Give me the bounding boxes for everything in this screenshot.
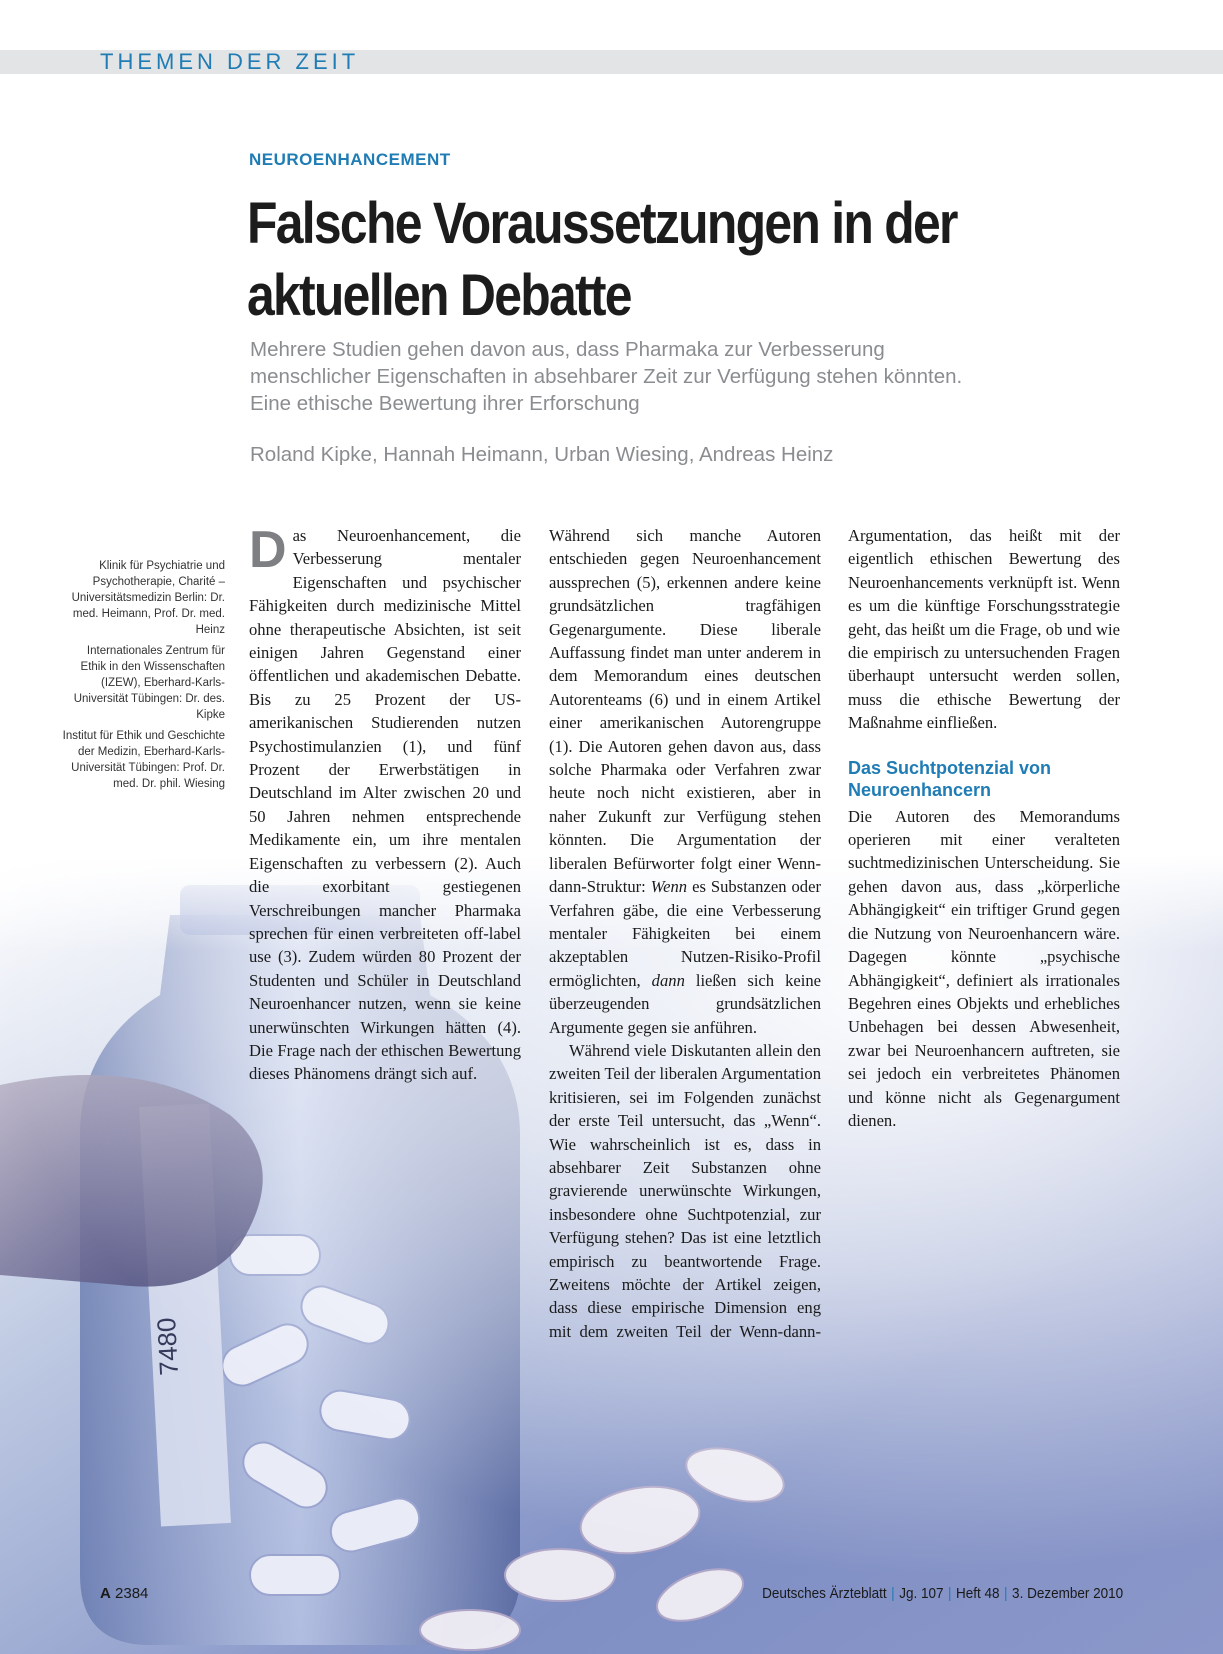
page-number-value: 2384 (115, 1585, 149, 1602)
emphasis-wenn: Wenn (650, 877, 688, 897)
article-title (247, 188, 1021, 332)
section-label: THEMEN DER ZEIT (100, 49, 360, 74)
body-column-1 (249, 521, 521, 1086)
lead-line-3: Eine ethische Bewertung ihrer Erforschung (250, 392, 640, 415)
article-flow (549, 524, 1120, 1354)
author-affiliations (60, 558, 225, 797)
paragraph-text: es Substanzen oder Verfahren gäbe, die eine Verbesserung mentaler Fähigkeiten bei einem akzeptablen Nutzen-Risiko-Profil ermöglichten, (549, 877, 821, 990)
journal-info: Deutsches Ärzteblatt | Jg. 107 | Heft 48 | 3. Dezember 2010 (761, 1585, 1123, 1602)
emphasis-dann: dann (651, 970, 685, 990)
journal-date: 3. Dezember 2010 (1011, 1585, 1123, 1602)
article-lead (250, 336, 1110, 417)
paragraph-text: Während sich manche Autoren entschieden gegen Neuroenhancement aussprechen (5), erkennen andere keine grundsätzlichen tragfähigen Gegenargumente. Diese liberale Auffassung findet man unter anderem in dem Memorandum eines deutschen Autorenteams (6) und in einem Artikel einer amerikanischen Autorengruppe (1). Die Autoren gehen davon aus, dass solche Pharmaka oder Verfahren zwar heute noch nicht existieren, aber in naher Zukunft zur Verfügung stehen könnten. Die Argumentation der liberalen Befürworter folgt einer Wenn-dann-Struktur: (549, 526, 821, 897)
paragraph-text: as Neuroenhancement, die Verbesserung mentaler Eigenschaften und psychischer Fähigkeiten durch medizinische Mittel ohne therapeutische Absichten, ist seit einigen Jahren Gegenstand einer öffentlichen und akademischen Debatte. Bis zu 25 Prozent der US-amerikanischen Studierenden nutzen Psychostimulanzien (1), und fünf Prozent der Erwerbstätigen in Deutschland im Alter zwischen 20 und 50 Jahren nehmen entsprechende Medikamente ein, um ihre mentalen Eigenschaften zu verbessern (2). Auch die exorbitant gestiegenen Verschreibungen mancher Pharmaka sprechen für einen verbreiteten off-label use (3). Zudem würden 80 Prozent der Studenten und Schüler in Deutschland Neuroenhancer nutzen, wenn sie keine unerwünschten Wirkungen hätten (4). Die Frage nach der ethischen Bewertung dieses Phänomens drängt sich auf. (249, 526, 521, 1084)
journal-name: Deutsches Ärzteblatt (761, 1585, 887, 1602)
journal-issue: Heft 48 (955, 1585, 1000, 1602)
body-paragraph (249, 521, 521, 1086)
affiliation: Institut für Ethik und Geschichte der Medizin, Eberhard-Karls-Universität Tübingen: Prof. Dr. med. Dr. phil. Wiesing (62, 730, 225, 790)
drop-cap: D (249, 521, 287, 579)
body-paragraph: Die Autoren des Memorandums operieren mit einer veralteten suchtmedizinischen Unterscheidung. Sie gehen davon aus, dass „körperliche Abhängigkeit“ ein triftiger Grund gegen die Nutzung von Neuroenhancern wäre. Dagegen könnte „psychische Abhängigkeit“, definiert als irrationales Begehren eines Objekts und erhebliches Unbehagen bei dessen Abwesenheit, zwar bei Neuroenhancern auftreten, sie sei jedoch ein verbreitetes Phänomen und könne nicht als Gegenargument dienen. (848, 806, 1120, 1130)
section-subhead: Das Suchtpotenzial von Neuroenhancern (848, 757, 1052, 800)
affiliation: Klinik für Psychiatrie und Psychotherapie, Charité – Universitätsmedizin Berlin: Dr. med. Heimann, Prof. Dr. med. Heinz (71, 560, 225, 636)
title-line-2: aktuellen Debatte (247, 263, 631, 328)
body-paragraph (549, 524, 821, 1039)
article-authors: Roland Kipke, Hannah Heimann, Urban Wiesing, Andreas Heinz (250, 443, 834, 466)
page-number (100, 1585, 148, 1602)
article-kicker: NEUROENHANCEMENT (249, 150, 451, 169)
journal-volume: Jg. 107 (899, 1585, 944, 1602)
lead-line-1: Mehrere Studien gehen davon aus, dass Pharmaka zur Verbesserung (250, 338, 885, 361)
paragraph-text: ließen sich keine überzeugenden grundsätzlichen Argumente gegen sie anführen. (549, 970, 821, 1037)
affiliation: Internationales Zentrum für Ethik in den Wissenschaften (IZEW), Eberhard-Karls-Universität Tübingen: Dr. des. Kipke (73, 645, 225, 721)
lead-line-2: menschlicher Eigenschaften in absehbarer Zeit zur Verfügung stehen könnten. (250, 365, 963, 388)
page-prefix: A (100, 1585, 111, 1602)
title-line-1: Falsche Voraussetzungen in der (247, 191, 957, 256)
body-paragraph: Während viele Diskutanten allein den zweiten Teil der liberalen Argumentation kritisieren, sei im Folgenden zunächst der erste Teil untersucht, das „Wenn“. Wie wahrscheinlich ist es, dass in absehbarer Zeit Substanzen ohne gravierende unerwünschte Wirkungen, insbesondere ohne Suchtpotenzial, zur Verfügung stehen? Das ist eine letztlich empirisch zu beantwortende Frage. Zweitens möchte der Artikel zeigen, dass diese empirische Dimension eng mit dem zweiten Teil der Wenn-dann-Argumentation, das heißt mit der eigentlich ethischen Bewertung des Neuroenhancements verknüpft ist. Wenn es um die künftige Forschungsstrategie geht, das heißt um die Frage, ob und wie die empirisch zu untersuchenden Fragen überhaupt untersucht werden sollen, muss die ethische Bewertung der Maßnahme einfließen. (549, 526, 1120, 1341)
